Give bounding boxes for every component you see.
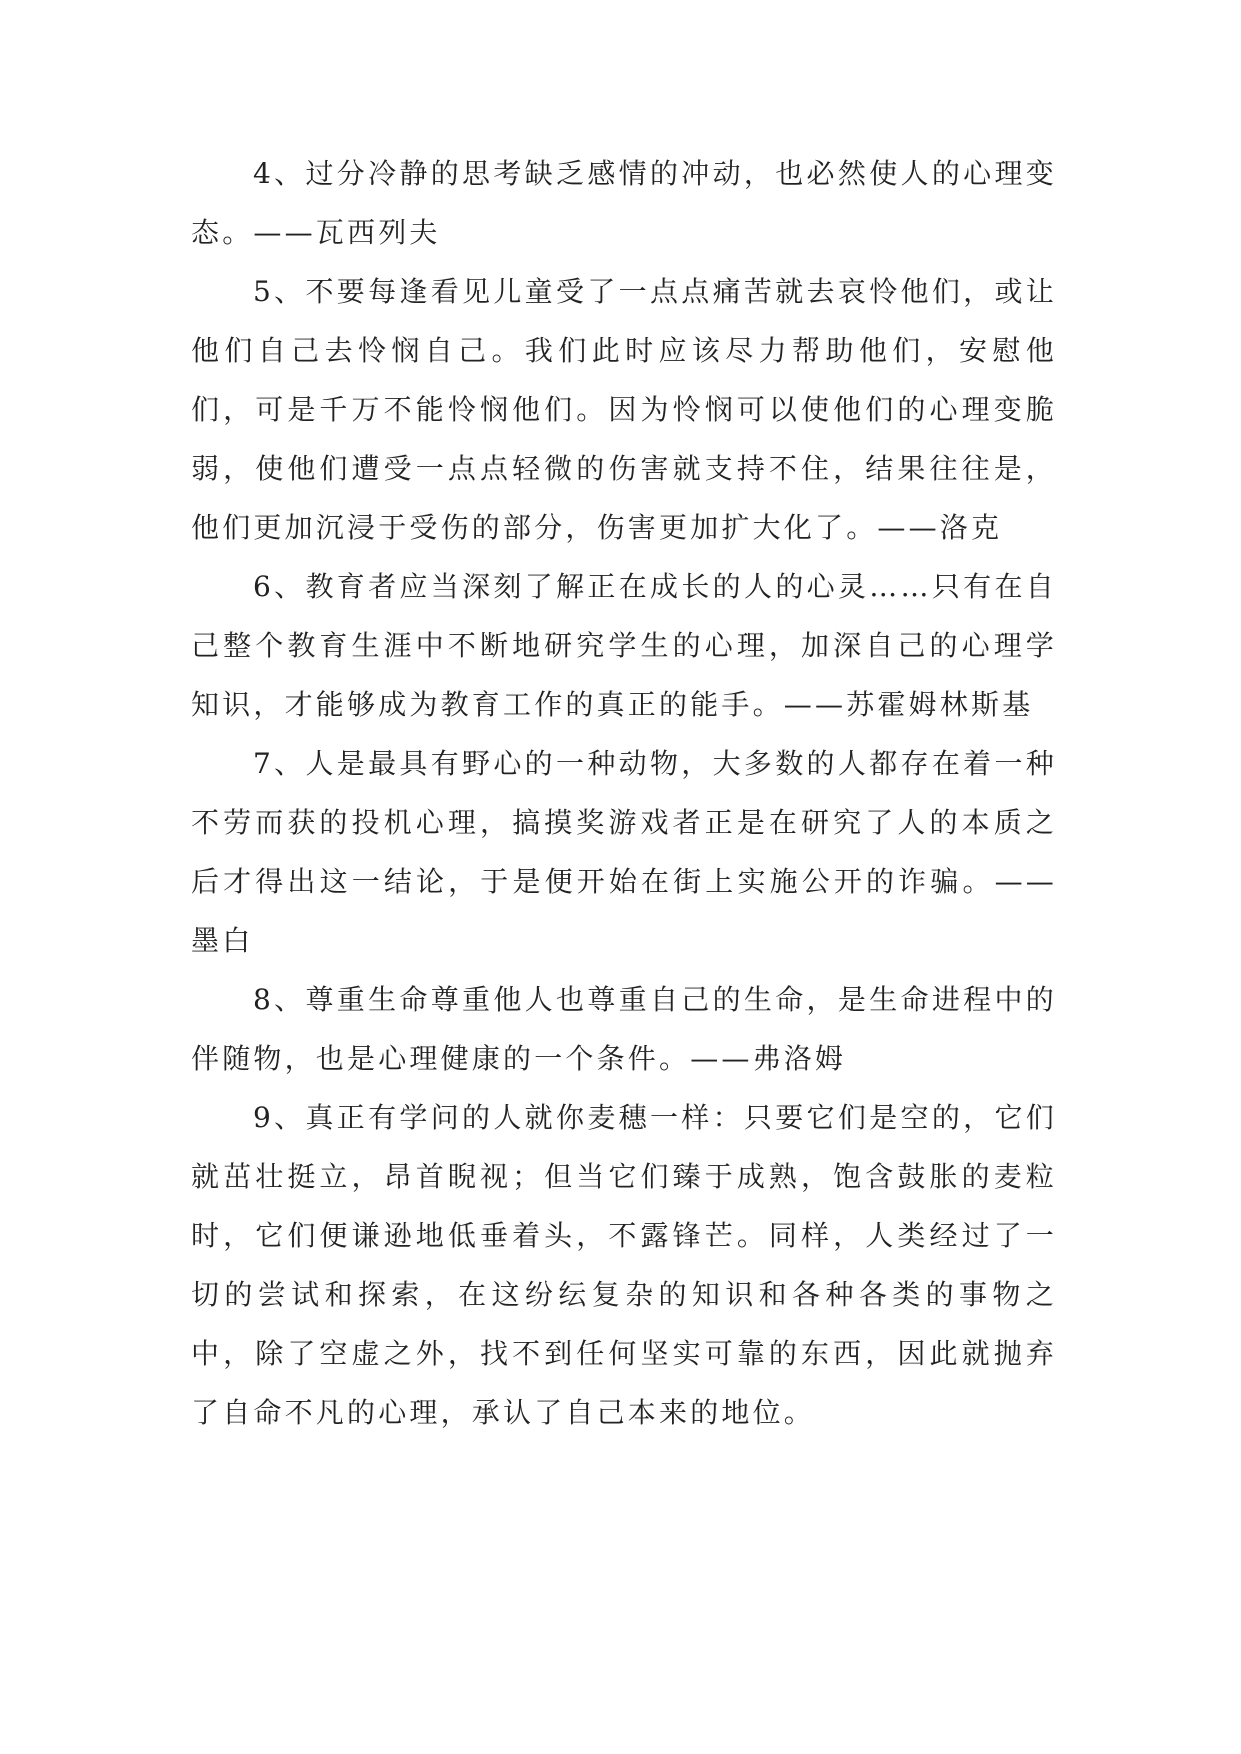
quote-paragraph-6: 6、教育者应当深刻了解正在成长的人的心灵……只有在自己整个教育生涯中不断地研究学生的心理，加深自己的心理学知识，才能够成为教育工作的真正的能手。——苏霍姆林斯基 xyxy=(191,570,1057,721)
quote-paragraph-8: 8、尊重生命尊重他人也尊重自己的生命，是生命进程中的伴随物，也是心理健康的一个条件。——弗洛姆 xyxy=(191,983,1057,1075)
document-body xyxy=(191,158,1057,1442)
quote-paragraph-4: 4、过分冷静的思考缺乏感情的冲动，也必然使人的心理变态。——瓦西列夫 xyxy=(191,157,1057,249)
quote-paragraph-5: 5、不要每逢看见儿童受了一点点痛苦就去哀怜他们，或让他们自己去怜悯自己。我们此时应该尽力帮助他们，安慰他们，可是千万不能怜悯他们。因为怜悯可以使他们的心理变脆弱，使他们遭受一点点轻微的伤害就支持不住，结果往往是，他们更加沉浸于受伤的部分，伤害更加扩大化了。——洛克 xyxy=(191,275,1057,544)
quote-paragraph-9: 9、真正有学问的人就你麦穗一样：只要它们是空的，它们就茁壮挺立，昂首睨视；但当它们臻于成熟，饱含鼓胀的麦粒时，它们便谦逊地低垂着头，不露锋芒。同样，人类经过了一切的尝试和探索，在这纷纭复杂的知识和各种各类的事物之中，除了空虚之外，找不到任何坚实可靠的东西，因此就抛弃了自命不凡的心理，承认了自己本来的地位。 xyxy=(191,1101,1057,1429)
quote-paragraph-7: 7、人是最具有野心的一种动物，大多数的人都存在着一种不劳而获的投机心理，搞摸奖游戏者正是在研究了人的本质之后才得出这一结论，于是便开始在街上实施公开的诈骗。——墨白 xyxy=(191,747,1057,957)
